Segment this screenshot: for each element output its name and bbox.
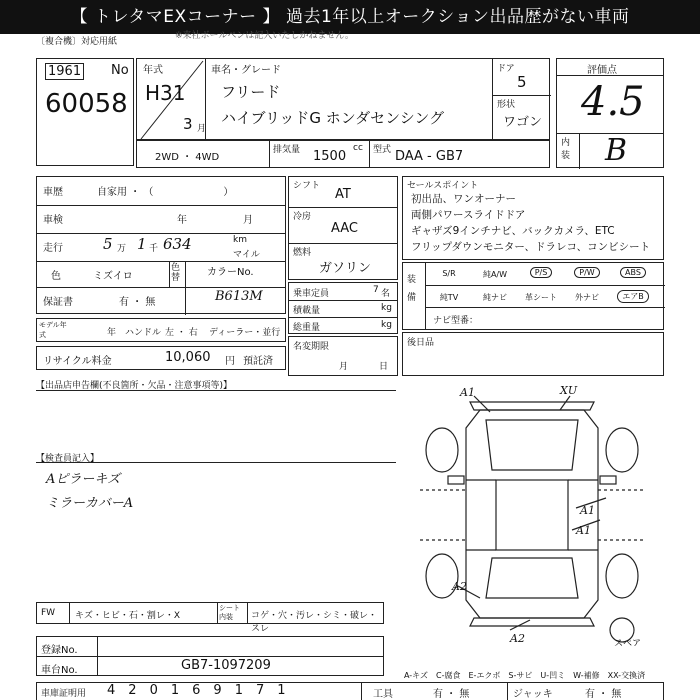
damage-mark: A1 [460, 386, 475, 399]
equipment-box [402, 262, 664, 330]
km-unit: km [233, 235, 247, 245]
shape-value: ワゴン [503, 115, 543, 130]
mileage-rest: 634 [163, 235, 192, 253]
name-change-day: 日 [379, 362, 389, 372]
fw-label: FW [41, 608, 56, 618]
history-box [36, 176, 286, 314]
lot-number: 60058 [45, 89, 128, 119]
spare-label: スペア [614, 639, 642, 646]
month-unit: 月 [197, 124, 207, 134]
weight-unit: kg [381, 320, 392, 330]
shift-label: シフト [293, 181, 321, 191]
sales-points-label: セールスポイント [407, 181, 479, 191]
condition-row [36, 602, 384, 634]
damage-legend: A-キズ C-腐食 E-エクボ S-サビ U-凹ミ W-補修 XX-交換済 [404, 671, 646, 680]
shape-label: 形状 [497, 100, 516, 110]
reg-no-label: 登録No. [41, 645, 78, 656]
mileage-label: 走行 [43, 243, 63, 254]
name-change-month: 月 [339, 362, 349, 372]
fuel-label: 燃料 [293, 248, 312, 258]
shift-value: AT [335, 187, 351, 202]
sales-point-line: 両側パワースライドドア [411, 209, 526, 221]
after-install-label: 後日品 [407, 338, 435, 348]
name-change-label: 名変期限 [293, 342, 330, 352]
mileage-sen-unit: 千 [149, 244, 159, 254]
sales-point-line: ギャザズ9インチナビ、バックカメラ、ETC [411, 225, 615, 237]
damage-mark: A2 [452, 580, 467, 593]
model-label: 型式 [373, 145, 392, 155]
equip-ext-navi: 外ナビ [575, 293, 599, 302]
damage-mark: A2 [510, 632, 525, 645]
handle-label: ハンドル [125, 328, 162, 338]
fw-options: キズ・ヒビ・石・割レ・X [75, 611, 180, 621]
doors-label: ドア [497, 64, 515, 74]
year-label: 年式 [143, 65, 163, 76]
color-no-label: カラーNo. [207, 267, 254, 278]
inspection-label: 車検 [43, 215, 63, 226]
interior-grade: B [605, 133, 628, 168]
damage-mark: A1 [580, 504, 595, 517]
jack-value: 有 ・ 無 [585, 689, 622, 700]
interior-label: 内装 [561, 138, 571, 161]
bottom-row [36, 682, 664, 700]
year-era: H31 [145, 81, 186, 105]
sales-point-line: フリップダウンモニター、ドラレコ、コンビシート [411, 241, 651, 253]
garage-cert-label: 車庫証明用 [41, 689, 87, 699]
color-change-label: 色替 [171, 263, 181, 283]
ac-value: AAC [331, 221, 358, 236]
load-unit: kg [381, 303, 392, 313]
doors-value: 5 [517, 73, 527, 91]
name-change-box [288, 336, 398, 376]
inspector-note-1: Aピラーキズ [46, 472, 121, 487]
model-year-unit: 年 [107, 328, 117, 338]
load-label: 積載量 [293, 306, 321, 316]
seller-note-label: 【出品店申告欄(不良箇所・欠品・注意事項等)】 [36, 381, 233, 391]
color-no-value: B613M [215, 289, 263, 304]
fuel-value: ガソリン [319, 261, 372, 276]
spec-box [288, 176, 398, 280]
capacity-unit: 名 [381, 289, 391, 299]
equipment-label: 装備 [407, 275, 417, 303]
engine-row [136, 140, 550, 168]
name-label: 車名・グレード [211, 65, 281, 76]
car-diagram [400, 380, 664, 646]
warranty-label: 保証書 [43, 297, 73, 308]
rating-score: 4.5 [581, 79, 645, 125]
equip-leather: 革シート [525, 293, 557, 302]
color-value: ミズイロ [93, 271, 133, 282]
year-month: 3 [183, 115, 193, 133]
jack-label: ジャッキ [513, 689, 553, 700]
sales-points-box [402, 176, 664, 260]
model-year-label: モデル年式 [39, 321, 67, 339]
rating-box [556, 58, 664, 168]
drive-value: 2WD ・ 4WD [155, 152, 220, 163]
handle-value: 左 ・ 右 [165, 328, 198, 338]
page-header: 【 トレタマEXコーナー 】 過去1年以上オークション出品歴がない車両 [0, 0, 700, 34]
seat-label: シート内装 [219, 604, 240, 621]
displacement-label: 排気量 [273, 145, 301, 155]
garage-cert-digits: 420169171 [107, 683, 299, 698]
recycle-value: 10,060 [165, 350, 211, 365]
inspection-month-unit: 月 [243, 215, 253, 226]
equip-abs: ABS [620, 267, 646, 278]
equip-tv: 純TV [439, 293, 459, 302]
recycle-unit: 円 [225, 356, 235, 367]
warranty-value: 有 ・ 無 [119, 297, 156, 308]
chassis-label: 車台No. [41, 665, 78, 676]
color-label: 色 [51, 271, 61, 282]
vehicle-grade: ハイブリッドG ホンダセンシング [221, 109, 445, 127]
rating-label: 評価点 [587, 65, 617, 76]
lot-no-label: No [111, 63, 129, 78]
equip-alloy: 純A/W [482, 270, 508, 279]
recycle-note: 預託済 [243, 356, 273, 367]
chassis-number: GB7-1097209 [181, 658, 271, 673]
form-type-label: 〔複合機〕対応用紙 [36, 37, 118, 47]
equip-navi: 純ナビ [483, 293, 507, 302]
vehicle-name: フリード [221, 83, 281, 101]
lot-box [36, 58, 134, 166]
ac-label: 冷房 [293, 212, 312, 222]
seat-options: コゲ・穴・汚レ・シミ・破レ・スレ [251, 611, 378, 634]
equip-ps: P/S [530, 267, 553, 278]
history-label: 車歴 [43, 187, 63, 198]
equip-pw: P/W [574, 267, 599, 278]
capacity-value: 7 [373, 285, 379, 295]
capacity-box [288, 282, 398, 334]
capacity-label: 乗車定員 [293, 289, 330, 299]
model-value: DAA - GB7 [395, 149, 464, 164]
mileage-man: 5 [103, 235, 113, 253]
weight-label: 総重量 [293, 323, 321, 333]
displacement-value: 1500 [313, 149, 347, 164]
after-install-box [402, 332, 664, 376]
inspector-label: 【検査員記入】 [36, 454, 100, 464]
registration-box [36, 636, 384, 676]
model-year-row [36, 318, 286, 342]
equip-sr: S/R [442, 269, 456, 278]
sales-point-line: 初出品、ワンオーナー [411, 193, 516, 205]
mileage-sen: 1 [137, 235, 147, 253]
dealer-label: ディーラー・並行 [209, 328, 281, 338]
cc-unit: cc [353, 143, 363, 153]
tools-label: 工具 [373, 689, 393, 700]
damage-mark: A1 [576, 524, 591, 537]
cut-note: ※来社ボールペンは記入いたしかねません。 [175, 31, 354, 41]
history-value: 自家用 ・ （ ） [97, 187, 234, 198]
lot-prefix: 1961 [45, 63, 84, 80]
mile-unit: マイル [233, 250, 260, 260]
vehicle-box [136, 58, 550, 140]
recycle-label: リサイクル料金 [43, 356, 112, 367]
navi-model-label: ナビ型番： [433, 316, 479, 326]
damage-mark: XU [560, 384, 578, 397]
equip-airbag: エアB [617, 290, 649, 303]
inspector-note-2: ミラーカバーA [46, 496, 134, 511]
tools-value: 有 ・ 無 [433, 689, 470, 700]
inspection-year-unit: 年 [177, 215, 187, 226]
recycle-row [36, 346, 286, 370]
mileage-man-unit: 万 [117, 244, 127, 254]
